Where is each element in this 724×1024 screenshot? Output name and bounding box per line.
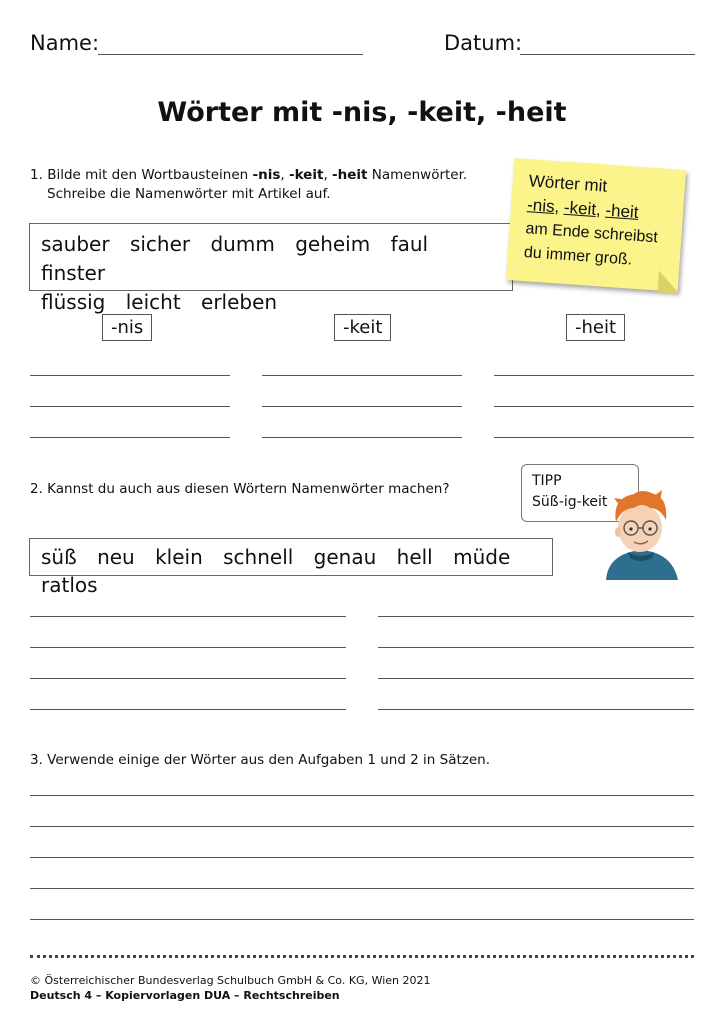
answer-line[interactable] <box>262 375 462 376</box>
answer-line[interactable] <box>30 678 346 679</box>
word: neu <box>97 545 135 569</box>
task1-word-box <box>29 223 513 314</box>
tipp-label: TIPP <box>532 473 562 489</box>
word: hell <box>396 545 433 569</box>
task1-text-a: Bilde mit den Wortbausteinen <box>47 167 249 183</box>
word: klein <box>155 545 203 569</box>
answer-line[interactable] <box>30 919 694 920</box>
word: geheim <box>295 232 371 256</box>
suffix-nis-label: -nis <box>102 314 152 341</box>
date-line[interactable] <box>520 54 695 55</box>
answer-line[interactable] <box>30 826 694 827</box>
answer-line[interactable] <box>262 437 462 438</box>
task1-bold-nis: -nis <box>252 167 281 183</box>
answer-line[interactable] <box>494 406 694 407</box>
answer-line[interactable] <box>378 709 694 710</box>
task1-sep: , <box>323 167 328 183</box>
note-suffix-heit: -heit <box>604 200 640 222</box>
word: süß <box>41 545 77 569</box>
answer-line[interactable] <box>30 647 346 648</box>
date-label: Datum: <box>444 31 523 55</box>
note-suffix-nis: -nis <box>526 195 556 217</box>
answer-line[interactable] <box>30 616 346 617</box>
answer-line[interactable] <box>262 406 462 407</box>
task3-instruction: 3. Verwende einige der Wörter aus den Aufgaben 1 und 2 in Sätzen. <box>30 752 491 768</box>
task1-line2: Schreibe die Namenwörter mit Artikel auf. <box>47 186 331 202</box>
word: sicher <box>129 232 191 256</box>
name-line[interactable] <box>98 54 363 55</box>
word: flüssig <box>41 290 106 314</box>
sticky-note <box>506 158 686 292</box>
task2-word-box <box>29 538 553 597</box>
note-line1: Wörter mit <box>528 171 608 196</box>
answer-line[interactable] <box>30 709 346 710</box>
task1-instruction <box>30 166 500 204</box>
word: leicht <box>125 290 181 314</box>
word: erleben <box>201 290 278 314</box>
note-comma: , <box>595 199 602 220</box>
word: schnell <box>223 545 294 569</box>
task2-instruction: 2. Kannst du auch aus diesen Wörtern Namenwörter machen? <box>30 481 450 497</box>
jacket-shape <box>606 550 678 580</box>
answer-line[interactable] <box>30 888 694 889</box>
answer-line[interactable] <box>30 437 230 438</box>
note-line4: du immer groß. <box>523 244 633 269</box>
page-title: Wörter mit -nis, -keit, -heit <box>157 97 567 128</box>
answer-line[interactable] <box>494 437 694 438</box>
task1-words-row2 <box>41 288 512 317</box>
note-comma: , <box>553 197 560 217</box>
word: sauber <box>41 232 110 256</box>
word: genau <box>313 545 377 569</box>
answer-line[interactable] <box>30 857 694 858</box>
task1-number: 1. <box>30 167 43 183</box>
task1-text-b: Namenwörter. <box>371 167 468 183</box>
note-line3: am Ende schreibst <box>524 220 659 247</box>
task1-sep: , <box>280 167 285 183</box>
answer-line[interactable] <box>494 375 694 376</box>
name-label: Name: <box>30 31 100 55</box>
note-suffix-keit: -keit <box>563 197 597 219</box>
answer-line[interactable] <box>378 678 694 679</box>
task1-bold-keit: -keit <box>288 167 324 183</box>
answer-line[interactable] <box>30 795 694 796</box>
answer-line[interactable] <box>378 616 694 617</box>
suffix-keit-label: -keit <box>334 314 391 341</box>
word: faul <box>390 232 429 256</box>
suffix-heit-label: -heit <box>566 314 625 341</box>
footer-copyright: © Österreichischer Bundesverlag Schulbuch GmbH & Co. KG, Wien 2021 <box>30 974 431 987</box>
footer-book: Deutsch 4 – Kopiervorlagen DUA – Rechtschreiben <box>30 989 340 1002</box>
word: ratlos <box>41 573 98 597</box>
answer-line[interactable] <box>30 375 230 376</box>
answer-line[interactable] <box>30 406 230 407</box>
word: müde <box>453 545 511 569</box>
answer-line[interactable] <box>378 647 694 648</box>
note-curl <box>657 271 680 294</box>
boy-illustration <box>598 486 684 580</box>
word: finster <box>41 261 106 285</box>
tipp-example: Süß-ig-keit <box>532 494 608 510</box>
word: dumm <box>210 232 275 256</box>
cut-line <box>30 955 694 958</box>
task1-words-row1 <box>41 230 512 288</box>
task1-bold-heit: -heit <box>332 167 368 183</box>
